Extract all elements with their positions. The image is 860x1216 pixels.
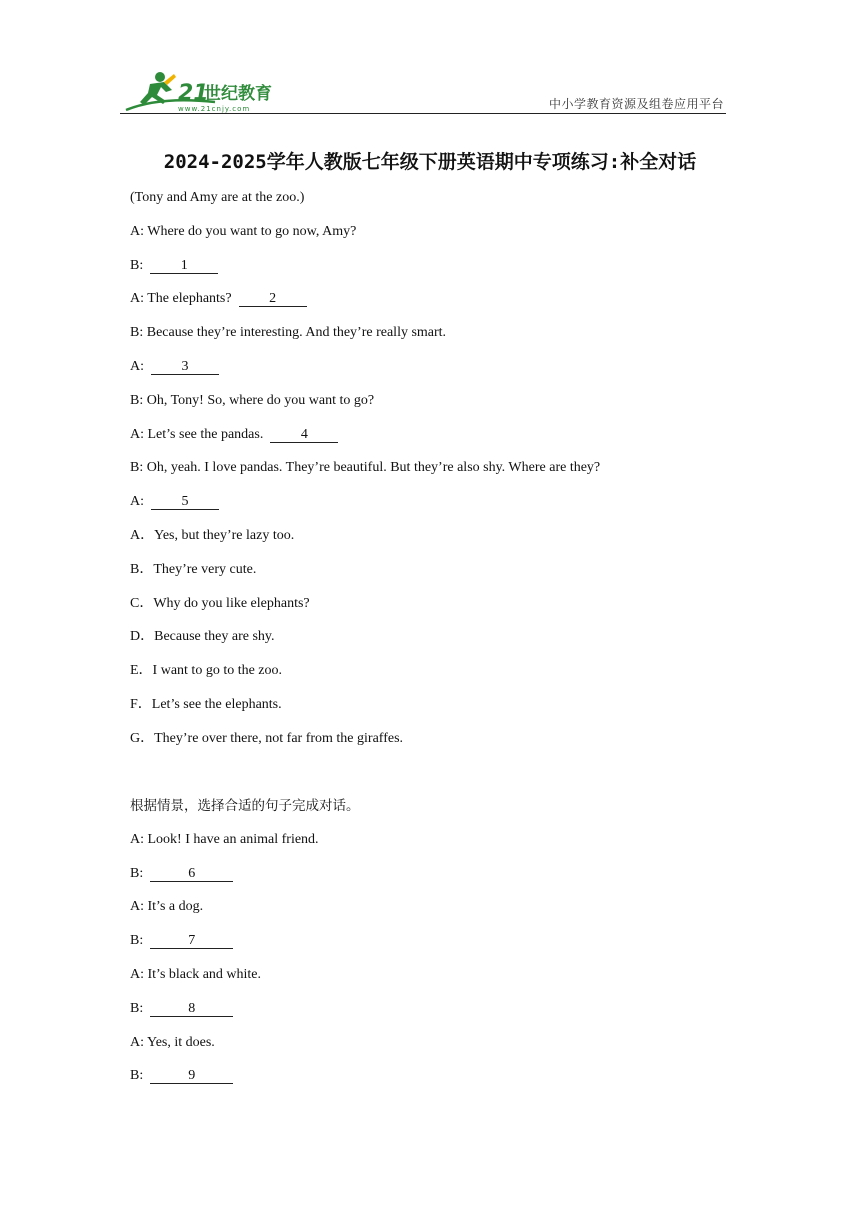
line-text: A: Look! I have an animal friend. <box>130 831 319 847</box>
line-text: B: <box>130 257 144 273</box>
line-text: A: Let’s see the pandas. <box>130 426 264 442</box>
line-text: B．They’re very cute. <box>130 561 257 577</box>
line-text: C．Why do you like elephants? <box>130 595 310 611</box>
answer-blank-4[interactable]: 4 <box>270 427 338 443</box>
svg-text:www.21cnjy.com: www.21cnjy.com <box>178 105 251 113</box>
line-text: A: Yes, it does. <box>130 1034 215 1050</box>
dialogue-line <box>130 1000 233 1018</box>
line-text: B: <box>130 933 144 949</box>
dialogue-line <box>130 459 600 477</box>
page-title: 2024-2025学年人教版七年级下册英语期中专项练习:补全对话 <box>163 151 697 173</box>
svg-text:世纪教育: 世纪教育 <box>204 84 272 104</box>
section-instruction <box>130 797 360 815</box>
answer-option <box>130 696 282 714</box>
line-text: 根据情景，选择合适的句子完成对话。 <box>130 798 360 814</box>
svg-text:21: 21 <box>178 81 209 106</box>
answer-option <box>130 595 310 613</box>
dialogue-line <box>130 1067 233 1085</box>
dialogue-line <box>130 257 218 275</box>
21cnjy-logo <box>120 68 310 114</box>
line-text: B: Because they’re interesting. And they’re really smart. <box>130 325 447 341</box>
line-text: A．Yes, but they’re lazy too. <box>130 528 295 543</box>
page-header <box>120 64 726 116</box>
answer-blank-8[interactable]: 8 <box>150 1001 233 1017</box>
answer-option <box>130 561 256 579</box>
dialogue-line <box>130 898 203 916</box>
line-text: A: The elephants? <box>130 291 232 307</box>
line-text: F．Let’s see the elephants. <box>130 697 282 712</box>
line-text: A: Where do you want to go now, Amy? <box>130 223 357 239</box>
answer-blank-6[interactable]: 6 <box>150 866 233 882</box>
platform-label: 中小学教育资源及组卷应用平台 <box>548 97 724 111</box>
line-text: (Tony and Amy are at the zoo.) <box>130 190 305 205</box>
line-text: A: It’s black and white. <box>130 967 262 982</box>
line-text: B: <box>130 1000 144 1016</box>
dialogue-line <box>130 392 374 410</box>
dialogue-line <box>130 223 356 241</box>
answer-blank-7[interactable]: 7 <box>150 933 233 949</box>
answer-option <box>130 527 294 545</box>
line-text: D．Because they are shy. <box>130 629 275 645</box>
dialogue-line <box>130 493 219 511</box>
line-text: A: <box>130 494 144 510</box>
answer-blank-1[interactable]: 1 <box>150 258 218 274</box>
dialogue-line <box>130 426 338 444</box>
dialogue-line <box>130 865 233 883</box>
dialogue-line <box>130 932 233 950</box>
header-divider <box>120 113 726 114</box>
answer-option <box>130 662 282 680</box>
line-text: A: It’s a dog. <box>130 899 204 915</box>
dialogue-line <box>130 1034 215 1052</box>
line-text: B: <box>130 1068 144 1084</box>
dialogue-line <box>130 358 219 376</box>
line-text: G．They’re over there, not far from the giraffes. <box>130 730 404 746</box>
dialogue-line <box>130 290 307 308</box>
line-text: B: Oh, yeah. I love pandas. They’re beautiful. But they’re also shy. Where are they? <box>130 460 601 476</box>
line-text: B: <box>130 865 144 881</box>
answer-option <box>130 730 403 748</box>
answer-option <box>130 628 274 646</box>
line-text: E．I want to go to the zoo. <box>130 663 283 679</box>
answer-blank-3[interactable]: 3 <box>151 359 219 375</box>
dialogue-line <box>130 831 319 849</box>
line-text: B: Oh, Tony! So, where do you want to go? <box>130 392 375 408</box>
answer-blank-2[interactable]: 2 <box>239 291 307 307</box>
answer-blank-5[interactable]: 5 <box>151 494 219 510</box>
scene-context <box>130 189 304 207</box>
dialogue-line <box>130 966 261 984</box>
dialogue-line <box>130 324 446 342</box>
answer-blank-9[interactable]: 9 <box>150 1068 233 1084</box>
line-text: A: <box>130 359 144 374</box>
